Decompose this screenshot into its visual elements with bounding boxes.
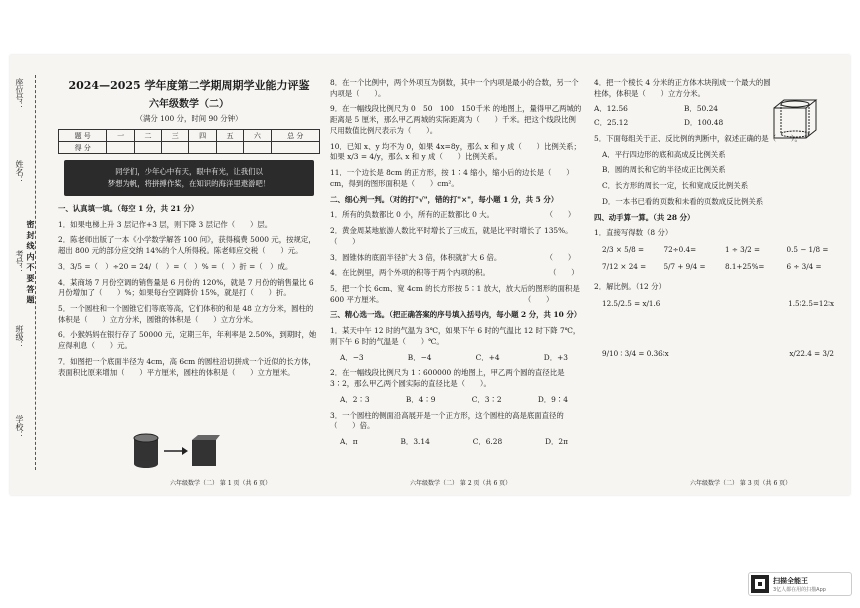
subsection-1: 1．直接写得数（8 分） <box>594 228 673 238</box>
section-1-heading: 一、认真填一填。（每空 1 分，共 21 分） <box>58 203 199 213</box>
section-3-heading: 三、精心选一选。（把正确答案的序号填入括号内，每小题 2 分，共 10 分） <box>330 310 582 320</box>
calc-item: 8.1+25%= <box>725 261 765 271</box>
cube-cylinder-figure <box>770 96 820 142</box>
option[interactable]: A．π <box>340 437 358 447</box>
calc-item: 7/12 × 24 = <box>602 261 647 271</box>
question-1-9: 9．在一幅线段比例尺为 0 50 100 150千米 的地图上，量得甲乙两城的距离是 5 厘米，那么甲乙两城的实际距离为（ ）千米。把这个线段比例尺用数值比例尺表示为（ ）。 <box>330 104 582 135</box>
choice-5: 5．下面每组关于正、反比例的判断中，叙述正确的是（ ）。 <box>594 133 802 143</box>
watermark-text <box>773 576 826 593</box>
choice-2: 2．在一幅线段比例尺为 1∶600000 的地图上，甲乙两个圆的直径比是 3∶2，那么甲乙两个圆实际的直径比是（ ）。 <box>330 368 565 389</box>
binding-strip <box>12 70 50 470</box>
choice-5-option-c[interactable]: C．长方形的周长一定，长和宽成反比例关系 <box>602 181 749 191</box>
option[interactable]: C．6.28 <box>472 437 503 447</box>
score-header-row <box>59 130 320 142</box>
option[interactable]: C．25.12 <box>594 118 629 128</box>
question-1-6: 6．小猴妈妈在银行存了 50000 元，定期三年，年利率是 2.50%，到期时，她应得利息（ ）元。 <box>58 330 317 351</box>
cylinder-figure <box>130 432 220 472</box>
score-input[interactable] <box>134 142 161 154</box>
score-input[interactable] <box>244 142 271 154</box>
exam-subtitle: 六年级数学（二） <box>149 98 229 110</box>
judge-1: 1．所有的负数都比 0 小，所有的正数都比 0 大。 （ ） <box>330 210 576 220</box>
choice-1-options <box>330 353 582 364</box>
judge-4: 4．在比例里，两个外项的积等于两个内项的积。 （ ） <box>330 268 579 278</box>
score-input[interactable] <box>189 142 216 154</box>
direct-calc-grid <box>602 245 844 272</box>
score-cell: 一 <box>107 130 134 142</box>
score-value-row <box>59 142 320 154</box>
option[interactable]: D．9∶4 <box>537 394 568 404</box>
name-label: 姓名： <box>15 160 24 184</box>
calc-item: 2/3 × 5/8 = <box>602 245 645 255</box>
score-cell: 题 号 <box>59 130 107 142</box>
seat-no-label: 座位号： <box>15 78 24 110</box>
option[interactable]: B．3.14 <box>400 437 430 447</box>
calc-item: 0.5 − 1/8 = <box>786 245 829 255</box>
watermark-line-1: 扫描全能王 <box>773 576 808 585</box>
seal-line-notice: 密 封 线 内 不 要 答 题 <box>26 220 36 304</box>
choice-5-option-a[interactable]: A．平行四边形的底和高成反比例关系 <box>602 149 726 159</box>
option[interactable]: B．−4 <box>407 352 432 362</box>
watermark-line-2: 3亿人都在用的扫描App <box>773 586 826 593</box>
page-2-footer: 六年级数学（二） 第 2 页（共 6 页） <box>410 480 512 487</box>
score-cell: 四 <box>189 130 216 142</box>
option[interactable]: B．4∶9 <box>405 394 436 404</box>
calc-item: 1 ÷ 3/2 = <box>725 245 761 255</box>
score-cell: 五 <box>216 130 243 142</box>
seal-dash-line <box>35 75 36 470</box>
calc-item: 5/7 + 9/4 = <box>663 261 706 271</box>
option[interactable]: C．3∶2 <box>471 394 502 404</box>
school-label: 学校： <box>15 415 24 439</box>
choice-5-option-b[interactable]: B．圆的周长和它的半径成正比例关系 <box>602 165 726 175</box>
option[interactable]: D．100.48 <box>684 118 724 128</box>
score-cell: 总 分 <box>271 130 319 142</box>
question-1-10: 10．已知 x、y 均不为 0，如果 4x=8y，那么 x 和 y 成（ ）比例关系；如果 x/3 = 4/y，那么 x 和 y 成（ ）比例关系。 <box>330 141 581 162</box>
choice-4: 4．把一个棱长 4 分米的正方体木块削成一个最大的圆柱体，体积是（ ）立方分米。 <box>594 78 771 98</box>
exam-no-label: 考号： <box>15 250 24 274</box>
option[interactable]: D．+3 <box>543 352 568 362</box>
question-1-3: 3．3/5 =（ ）÷20 = 24/（ ）=（ ）% =（ ）折 =（ ）成。 <box>58 261 293 271</box>
motivation-banner <box>64 160 314 196</box>
banner-line-2: 梦想为帆，将拼搏作桨，在知识的海洋里遨游吧！ <box>107 179 271 189</box>
proportion-eq: x/22.4 = 3/2 <box>789 349 834 359</box>
option[interactable]: A．2∶3 <box>340 394 370 404</box>
question-1-4: 4．某商场 7 月份空调的销售量是 6 月份的 120%，就是 7 月份的销售量比 6 月份增加了（ ）%；如果每台空调降价 15%，就是打（ ）折。 <box>58 277 314 298</box>
proportion-eq: 12.5/2.5 = x/1.6 <box>602 298 661 308</box>
exam-title: 2024—2025 学年度第二学期周期学业能力评鉴 <box>68 79 310 92</box>
choice-5-option-d[interactable]: D．一本书已看的页数和未看的页数成反比例关系 <box>602 196 764 206</box>
choice-1: 1．某天中午 12 时的气温为 3℃，如果下午 6 时的气温比 12 时下降 7℃，则下午 6 时的气温是（ ）℃。 <box>330 326 581 346</box>
page-2-column <box>330 78 582 453</box>
score-cell: 二 <box>134 130 161 142</box>
proportion-eq: 9/10 ∶ 3/4 = 0.36∶x <box>602 349 669 359</box>
option[interactable]: A．−3 <box>340 352 364 362</box>
score-cell: 六 <box>244 130 271 142</box>
score-cell: 三 <box>162 130 189 142</box>
arrow-right-icon <box>164 447 188 455</box>
question-1-8: 8．在一个比例中，两个外项互为倒数，其中一个内项是最小的合数，另一个内项是（ ）。 <box>330 78 579 98</box>
question-1-5: 5．一个圆柱和一个圆锥它们等底等高，它们体积的和是 48 立方分米，圆柱的体积是（ ）立方分米，圆锥的体积是（ ）立方分米。 <box>58 304 314 324</box>
subsection-2: 2．解比例。（12 分） <box>594 281 666 291</box>
question-1-11: 11．一个边长是 8cm 的正方形，按 1∶4 缩小，缩小后的边长是（ ）cm，得到的图形面积是（ ）cm²。 <box>330 168 574 188</box>
class-label: 班级： <box>15 325 24 349</box>
proportion-eq: 1.5∶2.5=12∶x <box>788 298 834 308</box>
page-1-column <box>58 78 320 383</box>
scanner-logo-icon <box>751 575 769 593</box>
option[interactable]: A．12.56 <box>594 104 628 114</box>
choice-3: 3．一个圆柱的侧面沿高展开是一个正方形，这个圆柱的高是底面直径的（ ）倍。 <box>330 410 564 431</box>
proportion-row-1 <box>602 299 834 309</box>
calc-item: 72÷0.4= <box>663 245 697 255</box>
score-table <box>58 129 320 154</box>
cube-icon <box>774 100 816 138</box>
scanner-watermark <box>748 572 852 596</box>
score-input[interactable] <box>216 142 243 154</box>
calc-item: 6 ÷ 3/4 = <box>786 261 822 271</box>
cylinder-icon <box>134 434 158 468</box>
question-1-1: 1．如果电梯上升 3 层记作+3 层，则下降 3 层记作（ ）层。 <box>58 219 273 229</box>
option[interactable]: B．50.24 <box>684 104 718 114</box>
choice-3-options <box>330 437 582 448</box>
question-1-7: 7．如图把一个底面半径为 4cm，高 6cm 的圆柱沿切拼成一个近似的长方体，表面积比原来增加（ ）平方厘米，圆柱的体积是（ ）立方厘米。 <box>58 356 316 377</box>
score-input[interactable] <box>162 142 189 154</box>
score-input[interactable] <box>107 142 134 154</box>
question-1-2: 2．陈老师出版了一本《小学数学解答 100 问》，获得稿费 5000 元，按规定，超出 800 元的部分应交纳 14%的个人所得税。陈老师应交税（ ）元。 <box>58 235 316 256</box>
cuboid-icon <box>192 435 220 466</box>
judge-5: 5．把一个长 6cm、宽 4cm 的长方形按 5∶1 放大，放大后的图形的面积是 600 平方厘米。 （ ） <box>330 284 580 304</box>
score-cell: 得 分 <box>59 142 107 154</box>
option[interactable]: C．+4 <box>475 352 500 362</box>
proportion-row-2 <box>602 349 834 359</box>
section-4-heading: 四、动手算一算。（共 28 分） <box>594 212 695 222</box>
banner-line-1: 同学们，少年心中有天，眼中有光，让我们以 <box>115 167 263 177</box>
page-3-footer: 六年级数学（二） 第 3 页（共 6 页） <box>690 480 792 487</box>
exam-info: （满分 100 分，时间 90 分钟） <box>135 114 243 124</box>
page-1-footer: 六年级数学（二） 第 1 页（共 6 页） <box>170 480 272 487</box>
judge-2: 2．黄金周某地旅游人数比平时增长了三成五，就是比平时增长了 135%。（ ） <box>330 226 573 246</box>
choice-2-options <box>330 395 582 406</box>
option[interactable]: D．2π <box>545 437 568 447</box>
judge-3: 3．圆锥体的底面半径扩大 3 倍，体积就扩大 6 倍。 （ ） <box>330 252 576 262</box>
score-input[interactable] <box>271 142 319 154</box>
section-2-heading: 二、细心判一判。（对的打"√"，错的打"×"，每小题 1 分，共 5 分） <box>330 194 559 204</box>
